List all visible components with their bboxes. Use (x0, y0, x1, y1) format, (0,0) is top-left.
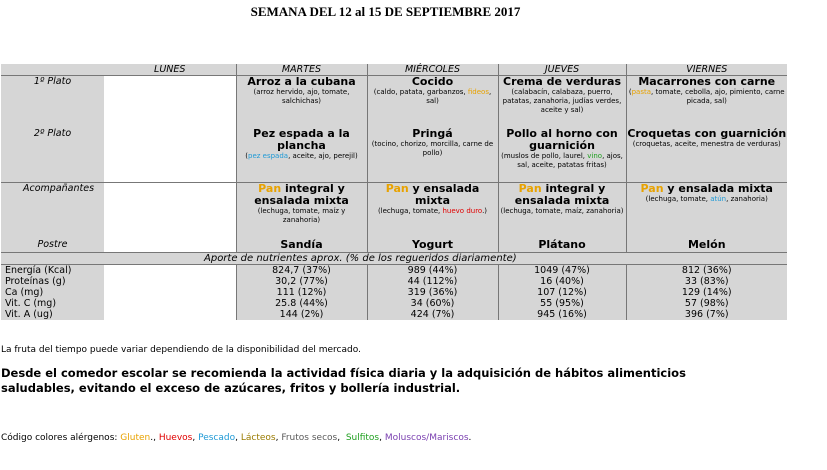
dish-ingredients: (pasta, tomate, cebolla, ajo, pimiento, carne picada, sal) (628, 88, 785, 105)
nutrient-value: 25.8 (44%) (236, 298, 367, 309)
nutrient-value: 33 (83%) (626, 276, 787, 287)
dish-ingredients: (lechuga, tomate, atún, zanahoria) (645, 195, 768, 203)
martes-primero (236, 76, 367, 128)
lunes-cell-segundo (104, 128, 236, 183)
row-label-primero: 1º Plato (1, 76, 104, 128)
day-header-lunes: LUNES (104, 64, 236, 76)
jueves-postre: Plátano (498, 239, 626, 253)
dish-ingredients: (croquetas, aceite, menestra de verduras) (632, 139, 781, 148)
nutrient-label: Vit. A (ug) (1, 309, 104, 320)
allergen-legend: Código colores alérgenos: Gluten., Huevos, Pescado, Lácteos, Frutos secos, Sulfitos, Moluscos/Mariscos. (1, 433, 472, 443)
nutrient-label: Proteínas (g) (1, 276, 104, 287)
aporte-heading: Aporte de nutrientes aprox. (% de los regueridos diariamente) (104, 253, 787, 265)
nutrient-value: 424 (7%) (367, 309, 498, 320)
nutrient-value: 107 (12%) (498, 287, 626, 298)
nutrient-value: 1049 (47%) (498, 265, 626, 277)
nutrient-label: Vit. C (mg) (1, 298, 104, 309)
nutrient-row (1, 298, 787, 309)
nutrient-value: 319 (36%) (367, 287, 498, 298)
lunes-nutrient (104, 276, 236, 287)
dish-ingredients: (calabacín, calabaza, puerro, patatas, zanahoria, judías verdes, aceite y sal) (502, 88, 622, 114)
martes-postre: Sandía (236, 239, 367, 253)
legend-pescado: Pescado (198, 433, 236, 443)
legend-prefix: Código colores alérgenos: (1, 433, 121, 443)
dish-name: Arroz a la cubana (247, 75, 356, 88)
nutrient-label: Ca (mg) (1, 287, 104, 298)
viernes-acomp (626, 183, 787, 239)
lunes-nutrient (104, 265, 236, 277)
nutrient-value: 396 (7%) (626, 309, 787, 320)
side-dish-name: Pan y ensalada mixta (385, 182, 480, 207)
miercoles-primero (367, 76, 498, 128)
nutrient-value: 812 (36%) (626, 265, 787, 277)
nutrient-label: Energía (Kcal) (1, 265, 104, 277)
header-corner (1, 64, 104, 76)
dish-name: Pollo al horno con guarnición (506, 126, 618, 152)
lunes-nutrient (104, 309, 236, 320)
row-label-acomp: Acompañantes (1, 183, 104, 239)
dish-name: Pringá (412, 126, 453, 140)
legend-huevos: Huevos (158, 433, 193, 443)
jueves-acomp (498, 183, 626, 239)
weekly-menu-table (1, 64, 787, 320)
jueves-primero (498, 76, 626, 128)
day-header-martes: MARTES (236, 64, 367, 76)
day-header-jueves: JUEVES (498, 64, 626, 76)
lunes-cell-primero (104, 76, 236, 128)
dish-ingredients: (lechuga, tomate, huevo duro.) (377, 207, 488, 215)
legend-gluten: Gluten (120, 433, 151, 443)
viernes-postre: Melón (626, 239, 787, 253)
nutrient-value: 34 (60%) (367, 298, 498, 309)
dish-name: Cocido (411, 75, 454, 88)
viernes-segundo (626, 128, 787, 183)
aporte-row (1, 253, 787, 265)
days-header-row (1, 64, 787, 76)
nutrient-value: 16 (40%) (498, 276, 626, 287)
side-dish-name: Pan integral y ensalada mixta (514, 182, 610, 207)
row-label-segundo: 2º Plato (1, 128, 104, 183)
nutrient-value: 129 (14%) (626, 287, 787, 298)
day-header-miercoles: MIÉRCOLES (367, 64, 498, 76)
lunes-cell-acomp (104, 183, 236, 239)
primer-plato-row (1, 76, 787, 128)
nutrient-row (1, 309, 787, 320)
dish-ingredients: (arroz hervido, ajo, tomate, salchichas) (253, 88, 350, 105)
dish-ingredients: (muslos de pollo, laurel, vino, ajos, sal, aceite, patatas fritas) (501, 151, 623, 169)
day-header-viernes: VIERNES (626, 64, 787, 76)
nutrient-value: 55 (95%) (498, 298, 626, 309)
dish-ingredients: (pez espada, aceite, ajo, perejil) (245, 151, 358, 160)
legend-moluscos: Moluscos/Mariscos (384, 433, 469, 443)
dish-ingredients: (tocino, chorizo, morcilla, carne de pollo) (371, 139, 494, 157)
miercoles-postre: Yogurt (367, 239, 498, 253)
segundo-plato-row (1, 128, 787, 183)
nutrient-row (1, 265, 787, 277)
viernes-primero (626, 76, 787, 128)
postre-row (1, 239, 787, 253)
dish-ingredients: (lechuga, tomate, maíz, zanahoria) (500, 207, 624, 215)
lunes-nutrient (104, 298, 236, 309)
acompanantes-row (1, 183, 787, 239)
dish-name: Pez espada a la plancha (253, 126, 350, 152)
dish-ingredients: (lechuga, tomate, maíz y zanahoria) (257, 207, 346, 224)
nutrient-value: 945 (16%) (498, 309, 626, 320)
dish-name: Macarrones con carne (638, 75, 776, 88)
jueves-segundo (498, 128, 626, 183)
row-label-postre: Postre (1, 239, 104, 253)
dish-name: Crema de verduras (503, 75, 621, 88)
legend-lacteos: Lácteos (240, 433, 276, 443)
miercoles-segundo (367, 128, 498, 183)
aporte-spacer (1, 253, 104, 265)
menu-title: SEMANA DEL 12 al 15 DE SEPTIEMBRE 2017 (250, 4, 521, 19)
martes-acomp (236, 183, 367, 239)
nutrient-value: 30,2 (77%) (236, 276, 367, 287)
legend-frutos-secos: Frutos secos (281, 433, 338, 443)
dish-ingredients: (caldo, patata, garbanzos, fideos, sal) (373, 88, 492, 105)
martes-segundo (236, 128, 367, 183)
nutrient-value: 44 (112%) (367, 276, 498, 287)
nutrient-value: 989 (44%) (367, 265, 498, 277)
side-dish-name: Pan integral y ensalada mixta (254, 182, 349, 207)
nutrient-value: 111 (12%) (236, 287, 367, 298)
nutrient-value: 57 (98%) (626, 298, 787, 309)
miercoles-acomp (367, 183, 498, 239)
legend-sulfitos: Sulfitos (345, 433, 380, 443)
side-dish-name: Pan y ensalada mixta (640, 182, 773, 195)
fruit-note: La fruta del tiempo puede variar dependiendo de la disponibilidad del mercado. (1, 345, 361, 355)
lunes-cell-postre (104, 239, 236, 253)
nutrient-value: 824,7 (37%) (236, 265, 367, 277)
nutrient-value: 144 (2%) (236, 309, 367, 320)
nutrient-row (1, 276, 787, 287)
nutrient-row (1, 287, 787, 298)
dish-name: Croquetas con guarnición (627, 126, 787, 140)
healthy-habits-note: Desde el comedor escolar se recomienda la actividad física diaria y la adquisición de hábitos alimenticios saludables, evitando el exceso de azúcares, fritos y bollería industrial. (1, 366, 686, 395)
lunes-nutrient (104, 287, 236, 298)
